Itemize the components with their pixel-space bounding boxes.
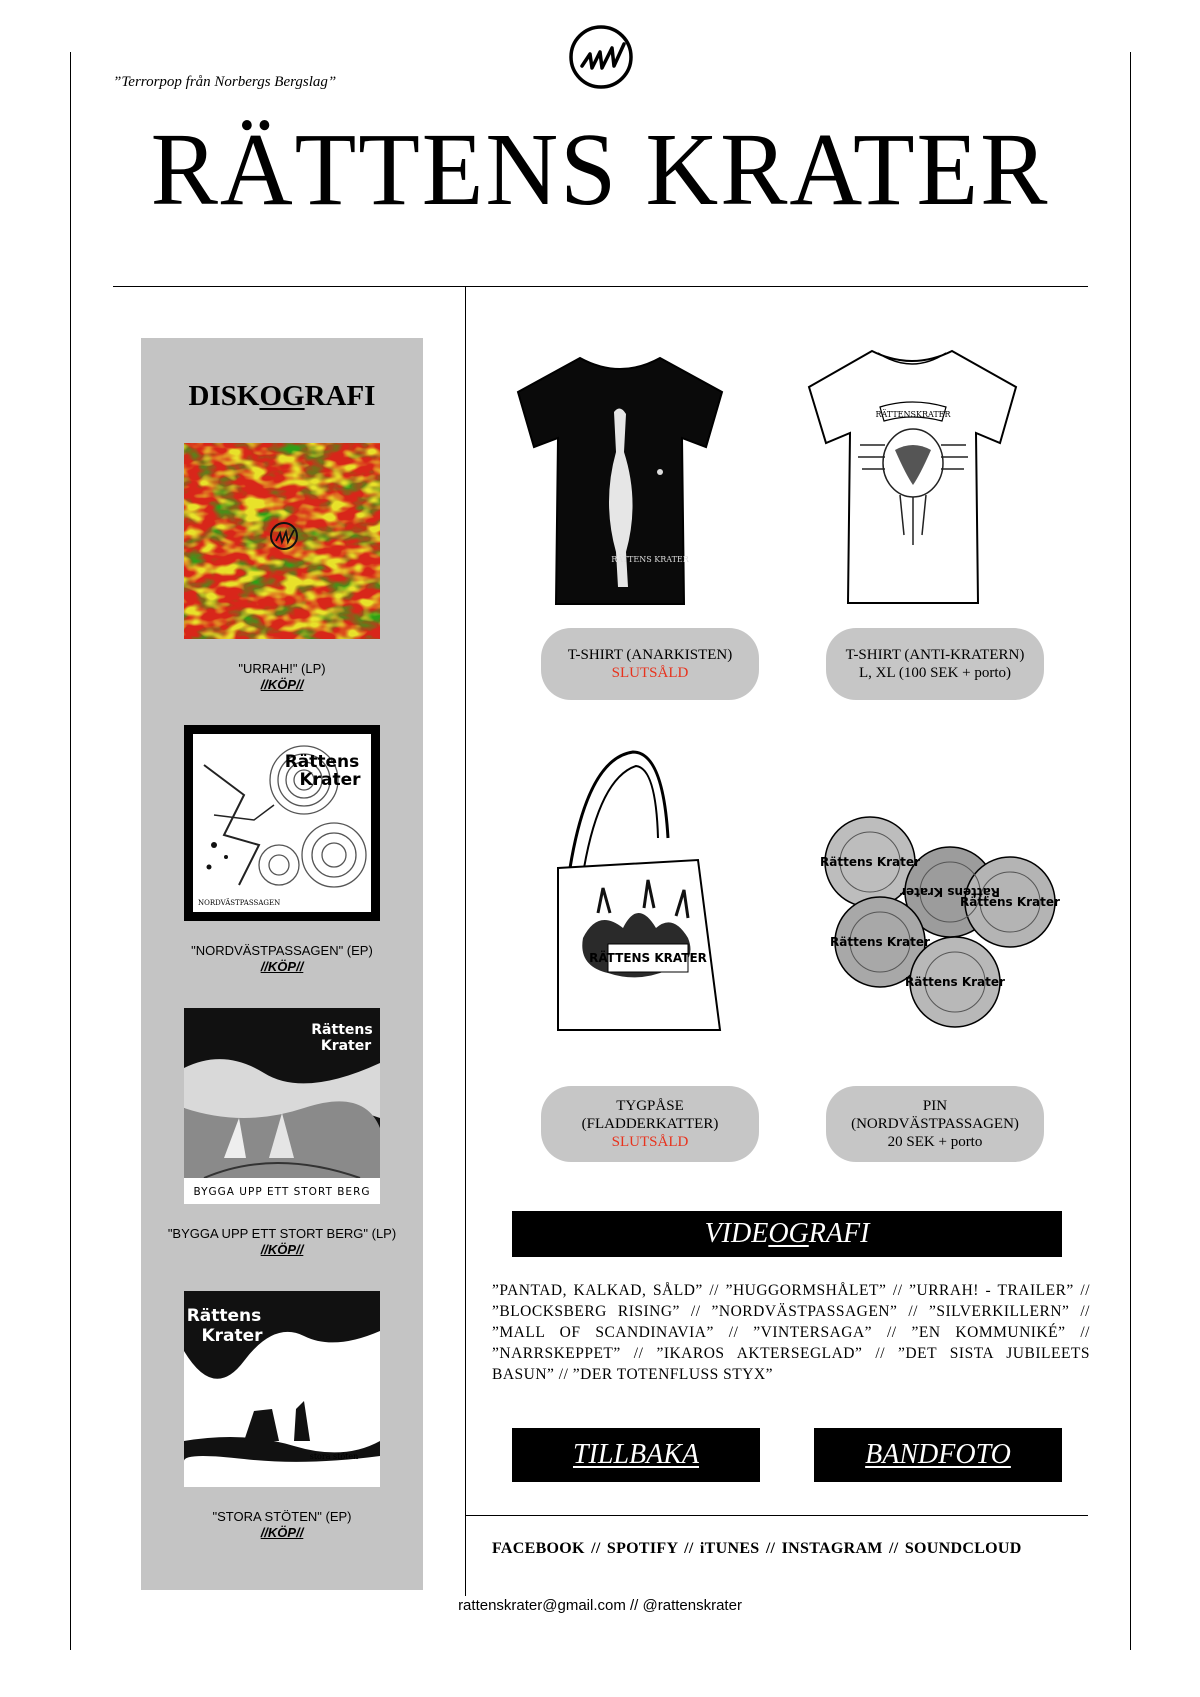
pin-print: Rättens Krater [830, 935, 930, 949]
merch-name: TYGPÅSE [616, 1098, 684, 1114]
discography-heading-underlined: OG [259, 380, 305, 412]
separator: // [591, 1540, 601, 1557]
tshirt-white-image[interactable] [800, 345, 1025, 607]
pin-print: Rättens Krater [905, 975, 1005, 989]
separator: // [684, 1540, 694, 1557]
tote-bag-image[interactable] [548, 748, 728, 1038]
cover-band-name: Rättens [311, 1022, 373, 1038]
pin-print: Rättens Krater [900, 885, 1000, 899]
contact-info[interactable]: rattenskrater@gmail.com // @rattenskrater [458, 1597, 742, 1614]
pin-print: Rättens Krater [960, 895, 1060, 909]
pin-label[interactable] [826, 1086, 1044, 1162]
cover-band-name: Krater [299, 770, 361, 790]
social-divider [465, 1515, 1088, 1516]
buy-link-stora-stoten[interactable]: //KÖP// [260, 1525, 304, 1540]
album-caption-urrah [141, 661, 423, 693]
cover-title: BYGGA UPP ETT STORT BERG [193, 1186, 371, 1198]
separator: // [765, 1540, 776, 1557]
right-frame-line [1130, 52, 1131, 1650]
bandphoto-button[interactable]: BANDFOTO [814, 1428, 1062, 1482]
discography-heading-part: RAFI [304, 380, 376, 412]
tshirt-black-print: RÄTTENS KRATER [611, 555, 689, 564]
videography-heading-part: VIDE [704, 1218, 769, 1249]
tagline: ”Terrorpop från Norbergs Bergslag” [113, 74, 337, 90]
discography-heading [141, 380, 423, 413]
album-cover-nordvastpassagen[interactable] [184, 725, 380, 921]
merch-name: PIN [922, 1098, 948, 1114]
tote-bag-label[interactable] [541, 1086, 759, 1162]
album-cover-stora-stoten[interactable] [184, 1291, 380, 1487]
album-caption-stora-stoten [141, 1509, 423, 1541]
cover-band-name: Krater [201, 1326, 263, 1346]
band-logo-icon[interactable] [568, 24, 634, 90]
instagram-link[interactable]: INSTAGRAM [781, 1540, 883, 1557]
soldout-badge: SLUTSÅLD [611, 1134, 689, 1150]
album-caption-nordvastpassagen [141, 943, 423, 975]
album-title: "BYGGA UPP ETT STORT BERG" (LP) [167, 1226, 397, 1241]
tshirt-white-print: RÄTTENSKRATER [875, 410, 951, 419]
album-title: "STORA STÖTEN" (EP) [212, 1509, 352, 1524]
merch-subname: (FLADDERKATTER) [581, 1116, 719, 1132]
page-title: RÄTTENS KRATER [150, 112, 1050, 227]
cover-title: NORDVÄSTPASSAGEN [198, 899, 281, 907]
buy-link-nordvastpassagen[interactable]: //KÖP// [260, 959, 304, 974]
album-cover-bygga-upp[interactable] [184, 1008, 380, 1204]
videography-heading-underlined: OG [768, 1218, 809, 1249]
video-list[interactable]: ”PANTAD, KALKAD, SÅLD” // ”HUGGORMSHÅLET” // ”URRAH! - TRAILER” // ”BLOCKSBERG RISING” // ”NORDVÄSTPASSAGEN” // ”SILVERKILLERN” // ”MALL OF SCANDINAVIA” // ”VINTERSAGA” // ”EN KOMMUNIKÉ” // ”NARRSKEPPET” // ”IKAROS AKTERSEGLAD” // ”DET SISTA JUBILEETS BASUN” // ”DER TOTENFLUSS STYX” [492, 1282, 1090, 1383]
itunes-link[interactable]: iTUNES [699, 1540, 760, 1557]
album-cover-urrah[interactable] [184, 443, 380, 639]
merch-name: T-SHIRT (ANTI-KRATERN) [845, 647, 1025, 663]
tote-bag-print: RÄTTENS KRATER [589, 951, 707, 965]
buy-link-bygga-upp[interactable]: //KÖP// [260, 1242, 304, 1257]
cover-band-name: Rättens [284, 752, 360, 772]
spotify-link[interactable]: SPOTIFY [606, 1540, 678, 1557]
tshirt-white-label[interactable] [826, 628, 1044, 700]
tshirt-black-label[interactable] [541, 628, 759, 700]
facebook-link[interactable]: FACEBOOK [492, 1540, 585, 1557]
soundcloud-link[interactable]: SOUNDCLOUD [904, 1540, 1022, 1557]
album-caption-bygga-upp [141, 1226, 423, 1258]
merch-price: 20 SEK + porto [887, 1134, 983, 1150]
merch-name: T-SHIRT (ANARKISTEN) [567, 647, 733, 663]
column-divider [465, 286, 466, 1596]
merch-subname: (NORDVÄSTPASSAGEN) [851, 1116, 1019, 1132]
soldout-badge: SLUTSÅLD [611, 665, 689, 681]
buy-link-urrah[interactable]: //KÖP// [260, 677, 304, 692]
album-title: "URRAH!" (LP) [238, 661, 326, 676]
videography-heading [512, 1211, 1062, 1257]
cover-band-name: Krater [320, 1038, 372, 1054]
social-links [492, 1540, 1092, 1558]
tshirt-black-image[interactable] [510, 352, 730, 607]
discography-heading-part: DISK [188, 380, 260, 412]
merch-price: L, XL (100 SEK + porto) [858, 665, 1012, 681]
back-button[interactable]: TILLBAKA [512, 1428, 760, 1482]
cover-title: stora stöten [309, 1452, 359, 1461]
header-divider [113, 286, 1088, 287]
left-frame-line [70, 52, 71, 1650]
videography-heading-part: RAFI [808, 1218, 870, 1249]
pin-print: Rättens Krater [820, 855, 920, 869]
cover-band-name: Rättens [186, 1306, 262, 1326]
separator: // [889, 1540, 899, 1557]
album-title: "NORDVÄSTPASSAGEN" (EP) [191, 943, 373, 958]
pin-image[interactable] [820, 812, 1060, 1037]
